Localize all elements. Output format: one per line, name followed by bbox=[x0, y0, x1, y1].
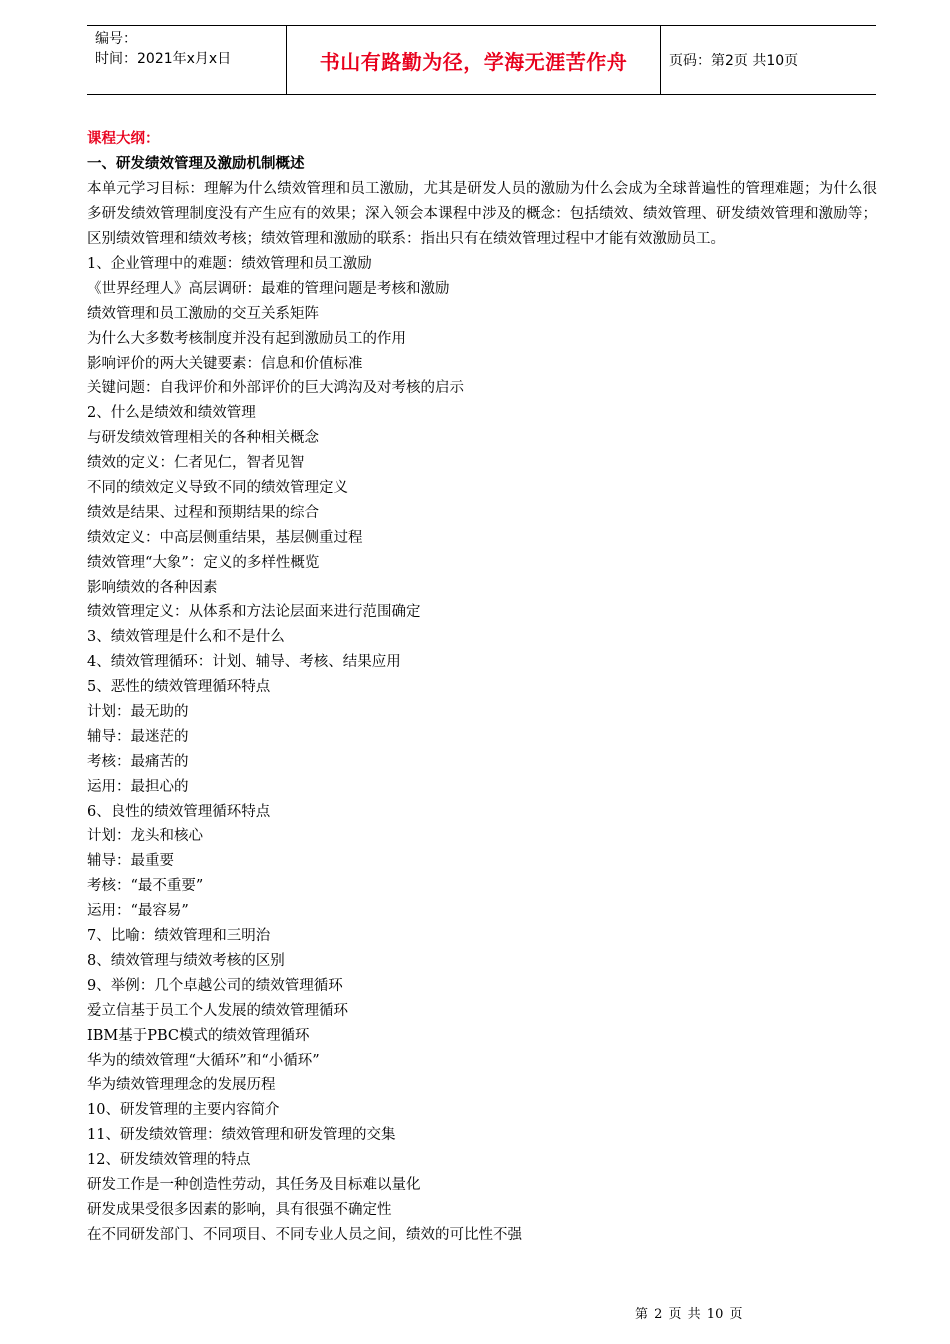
outline-line: 运用：最担心的 bbox=[87, 778, 189, 795]
outline-line: 绩效定义：中高层侧重结果，基层侧重过程 bbox=[87, 529, 363, 546]
outline-line: 辅导：最重要 bbox=[87, 853, 174, 870]
outline-lines bbox=[87, 252, 877, 1248]
outline-line: 绩效是结果、过程和预期结果的综合 bbox=[87, 504, 319, 521]
page-header bbox=[87, 25, 876, 95]
header-middle-cell bbox=[287, 26, 661, 94]
outline-line: 《世界经理人》高层调研：最难的管理问题是考核和激励 bbox=[87, 280, 450, 297]
page-number-label: 页码：第2页 共10页 bbox=[669, 53, 799, 69]
outline-line: 绩效管理和员工激励的交互关系矩阵 bbox=[87, 305, 319, 322]
time-label: 时间：2021年x月x日 bbox=[95, 51, 232, 67]
outline-line: 运用：“最容易” bbox=[87, 903, 189, 920]
outline-line: 6、良性的绩效管理循环特点 bbox=[87, 803, 271, 820]
outline-title: 课程大纲： bbox=[87, 131, 160, 147]
outline-line: 9、举例：几个卓越公司的绩效管理循环 bbox=[87, 977, 343, 994]
document-body bbox=[87, 127, 877, 1248]
outline-line: 华为绩效管理理念的发展历程 bbox=[87, 1077, 276, 1094]
outline-line: 在不同研发部门、不同项目、不同专业人员之间，绩效的可比性不强 bbox=[87, 1226, 522, 1243]
outline-line: 12、研发绩效管理的特点 bbox=[87, 1152, 251, 1169]
outline-line: 爱立信基于员工个人发展的绩效管理循环 bbox=[87, 1002, 348, 1019]
page-footer: 第 2 页 共 10 页 bbox=[635, 1307, 743, 1322]
outline-line: 5、恶性的绩效管理循环特点 bbox=[87, 679, 271, 696]
intro-paragraph: 本单元学习目标：理解为什么绩效管理和员工激励，尤其是研发人员的激励为什么会成为全球普遍性的管理难题；为什么很多研发绩效管理制度没有产生应有的效果；深入领会本课程中涉及的概念：包括绩效、绩效管理、研发绩效管理和激励等；区别绩效管理和绩效考核；绩效管理和激励的联系：指出只有在绩效管理过程中才能有效激励员工。 bbox=[87, 181, 877, 247]
outline-line: 10、研发管理的主要内容简介 bbox=[87, 1102, 280, 1119]
outline-line: 3、绩效管理是什么和不是什么 bbox=[87, 629, 285, 646]
motto: 书山有路勤为径，学海无涯苦作舟 bbox=[319, 49, 628, 74]
section-heading: 一、研发绩效管理及激励机制概述 bbox=[87, 156, 305, 172]
outline-line: 4、绩效管理循环：计划、辅导、考核、结果应用 bbox=[87, 654, 401, 671]
header-left-cell bbox=[87, 26, 287, 94]
outline-line: 2、什么是绩效和绩效管理 bbox=[87, 405, 256, 422]
outline-line: 计划：最无助的 bbox=[87, 704, 189, 721]
outline-line: 不同的绩效定义导致不同的绩效管理定义 bbox=[87, 480, 348, 497]
outline-line: 绩效管理定义：从体系和方法论层面来进行范围确定 bbox=[87, 604, 421, 621]
outline-line: 关键问题：自我评价和外部评价的巨大鸿沟及对考核的启示 bbox=[87, 380, 464, 397]
outline-line: 影响绩效的各种因素 bbox=[87, 579, 218, 596]
outline-line: 与研发绩效管理相关的各种相关概念 bbox=[87, 430, 319, 447]
outline-line: 8、绩效管理与绩效考核的区别 bbox=[87, 952, 285, 969]
outline-line: IBM基于PBC模式的绩效管理循环 bbox=[87, 1027, 310, 1044]
outline-line: 绩效的定义：仁者见仁，智者见智 bbox=[87, 455, 305, 472]
outline-line: 辅导：最迷茫的 bbox=[87, 728, 189, 745]
outline-line: 影响评价的两大关键要素：信息和价值标准 bbox=[87, 355, 363, 372]
outline-line: 华为的绩效管理“大循环”和“小循环” bbox=[87, 1052, 320, 1069]
outline-line: 7、比喻：绩效管理和三明治 bbox=[87, 928, 271, 945]
outline-line: 绩效管理“大象”：定义的多样性概览 bbox=[87, 554, 320, 571]
header-right-cell bbox=[661, 26, 876, 94]
number-label: 编号： bbox=[95, 31, 137, 47]
outline-line: 考核：最痛苦的 bbox=[87, 753, 189, 770]
outline-line: 研发工作是一种创造性劳动，其任务及目标难以量化 bbox=[87, 1176, 421, 1193]
outline-line: 考核：“最不重要” bbox=[87, 878, 204, 895]
outline-line: 为什么大多数考核制度并没有起到激励员工的作用 bbox=[87, 330, 406, 347]
outline-line: 11、研发绩效管理：绩效管理和研发管理的交集 bbox=[87, 1127, 396, 1144]
outline-line: 1、企业管理中的难题：绩效管理和员工激励 bbox=[87, 256, 372, 272]
outline-line: 计划：龙头和核心 bbox=[87, 828, 203, 845]
outline-line: 研发成果受很多因素的影响，具有很强不确定性 bbox=[87, 1201, 392, 1218]
